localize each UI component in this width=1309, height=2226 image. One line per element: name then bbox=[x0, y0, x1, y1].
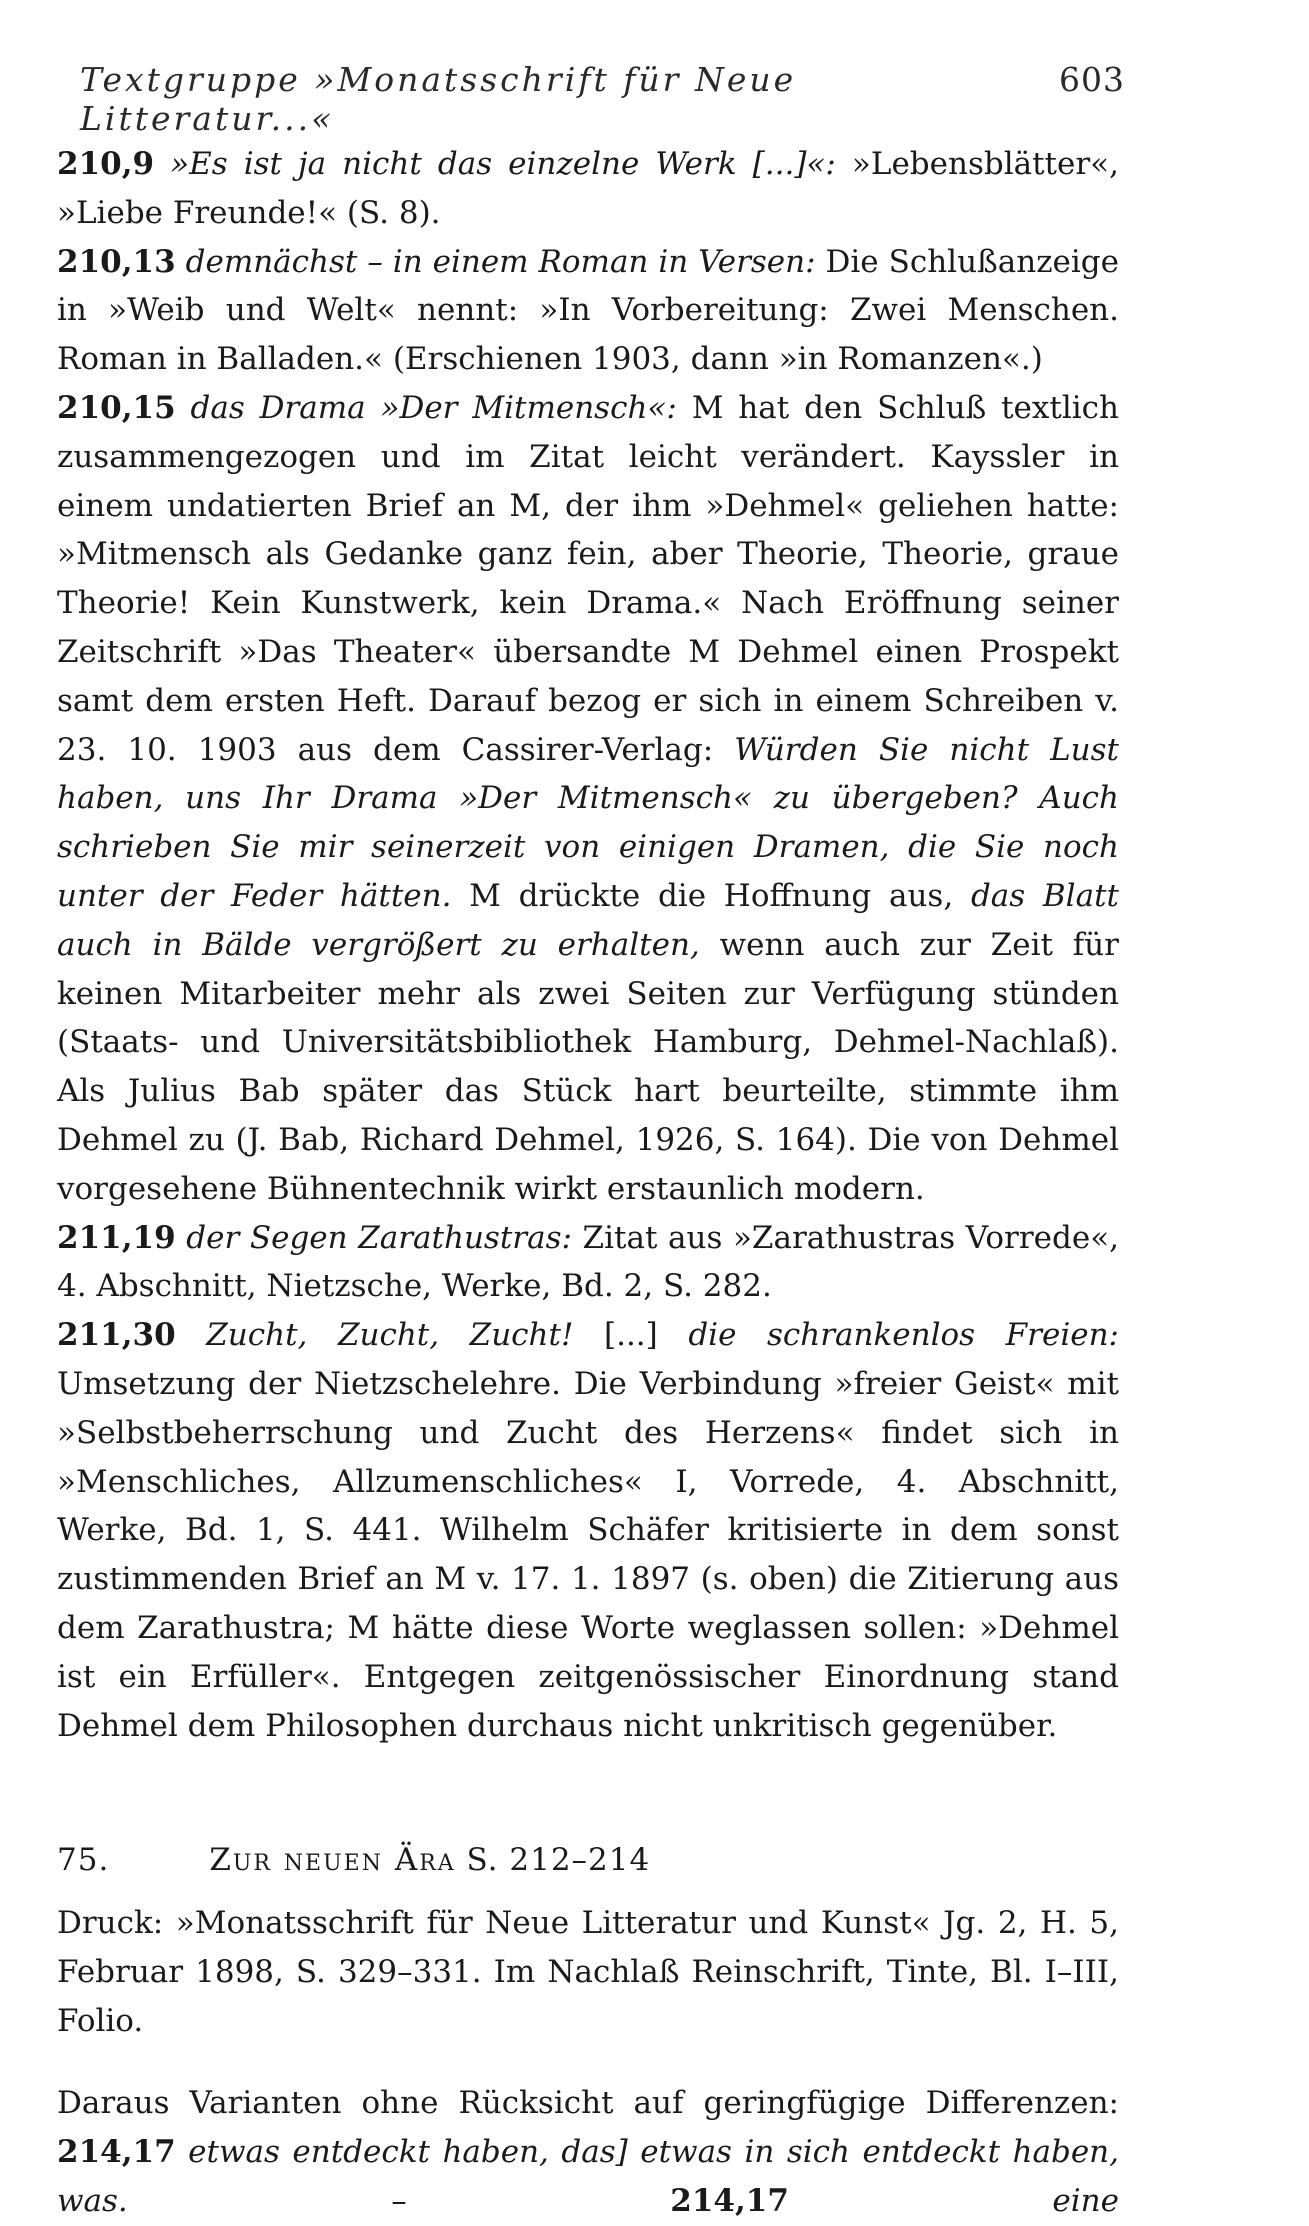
ellipsis: [...] bbox=[573, 1317, 689, 1354]
spacer bbox=[57, 2045, 1119, 2079]
note-210-9 bbox=[57, 140, 1119, 238]
note-text: wenn auch zur Zeit für keinen Mitarbeiter mehr als zwei Seiten zur Verfügung stünden (Staats- und Universitätsbibliothek Hamburg, Dehmel-Nachlaß). Als Julius Bab später das Stück hart beurteilte, stimmte ihm Dehmel zu (J. Bab, Richard Dehmel, 1926, S. 164). Die von Dehmel vorgesehene Bühnentechnik wirkt erstaunlich modern. bbox=[57, 926, 1119, 1207]
lemma: »Es ist ja nicht das einzelne Werk [...]«: bbox=[170, 146, 836, 182]
section-title-line bbox=[209, 1836, 650, 1885]
lemma: die schrankenlos Freien: bbox=[688, 1317, 1120, 1354]
commentary-body bbox=[57, 140, 1119, 2226]
note-210-13 bbox=[57, 238, 1119, 384]
lemma: Zucht, Zucht, Zucht! bbox=[206, 1317, 574, 1354]
line-reference: 210,13 bbox=[57, 243, 176, 280]
line-reference: 214,17 bbox=[57, 2134, 176, 2171]
variants bbox=[57, 2079, 1119, 2225]
note-text: M hat den Schluß textlich zusammengezogen und im Zitat leicht verändert. Kayssler in einem undatierten Brief an M, der ihm »Dehmel« geliehen hatte: »Mitmensch als Gedanke ganz fein, aber Theorie, Theorie, graue Theorie! Kein Kunstwerk, kein Drama.« Nach Eröffnung seiner Zeitschrift »Das Theater« übersandte M Dehmel einen Prospekt samt dem ersten Heft. Darauf bezog er sich in einem Schreiben v. 23. 10. 1903 aus dem Cassirer-Verlag: bbox=[57, 389, 1120, 768]
note-text: »Lebensblätter«, »Liebe Freunde!« (S. 8). bbox=[57, 146, 1119, 231]
note-text: Umsetzung der Nietzschelehre. Die Verbindung »freier Geist« mit »Selbstbeherrschung und Zucht des Herzens« findet sich in »Menschliches, Allzumenschliches« I, Vorrede, 4. Abschnitt, Werke, Bd. 1, S. 441. Wilhelm Schäfer kritisierte in dem sonst zustimmenden Brief an M v. 17. 1. 1897 (s. oben) die Zitierung aus dem Zarathustra; M hätte diese Worte weglassen sollen: »Dehmel ist ein Erfüller«. Entgegen zeitgenössischer Einordnung stand Dehmel dem Philosophen durchaus nicht unkritisch gegenüber. bbox=[57, 1365, 1119, 1744]
note-211-30 bbox=[57, 1311, 1119, 1750]
section-pages: S. 212–214 bbox=[466, 1842, 651, 1879]
variants-intro: Daraus Varianten ohne Rücksicht auf geringfügige Differenzen: bbox=[57, 2085, 1119, 2122]
running-title: Textgruppe »Monatsschrift für Neue Litteratur...« bbox=[80, 60, 797, 138]
lemma: das Drama »Der Mitmensch«: bbox=[190, 389, 677, 426]
note-210-15 bbox=[57, 384, 1119, 1214]
lemma: etwas entdeckt haben, das] bbox=[188, 2134, 628, 2171]
page-number: 603 bbox=[1059, 60, 1125, 99]
print-source: Druck: »Monatsschrift für Neue Litteratur und Kunst« Jg. 2, H. 5, Februar 1898, S. 329–331. Im Nachlaß Reinschrift, Tinte, Bl. I–III, Folio. bbox=[57, 1905, 1119, 2039]
section-number: 75. bbox=[57, 1842, 110, 1879]
note-211-19 bbox=[57, 1214, 1119, 1312]
note-text: Die Schlußanzeige in »Weib und Welt« nennt: »In Vorbereitung: Zwei Menschen. Roman in Balladen.« (Erschienen 1903, dann »in Romanzen«.) bbox=[57, 243, 1119, 378]
lemma: demnächst – in einem Roman in Versen: bbox=[185, 243, 816, 280]
separator: – bbox=[127, 2183, 671, 2220]
section-title: Zur neuen Ära bbox=[209, 1842, 456, 1879]
line-reference: 210,9 bbox=[57, 146, 155, 182]
line-reference: 210,15 bbox=[57, 389, 176, 426]
note-text: M drückte die Hoffnung aus, bbox=[451, 877, 971, 914]
variant-reading: etwas in sich entdeckt haben, was. bbox=[57, 2134, 1119, 2220]
line-reference: 214,17 bbox=[670, 2183, 789, 2220]
quoted-phrase: das Blatt auch in Bälde vergrößert zu erhalten, bbox=[57, 877, 1119, 963]
lemma: der Segen Zarathustras: bbox=[186, 1219, 572, 1256]
line-reference: 211,30 bbox=[57, 1317, 176, 1354]
line-reference: 211,19 bbox=[57, 1219, 176, 1256]
lemma: eine bbox=[1052, 2183, 1119, 2220]
note-text: Zitat aus »Zarathustras Vorrede«, 4. Abschnitt, Nietzsche, Werke, Bd. 2, S. 282. bbox=[57, 1219, 1120, 1305]
section-heading bbox=[57, 1836, 1119, 1885]
quoted-letter: Würden Sie nicht Lust haben, uns Ihr Drama »Der Mitmensch« zu übergeben? Auch schrieben Sie mir seinerzeit von einigen Dramen, die Sie noch unter der Feder hätten. bbox=[57, 731, 1119, 914]
running-header bbox=[80, 60, 1125, 138]
